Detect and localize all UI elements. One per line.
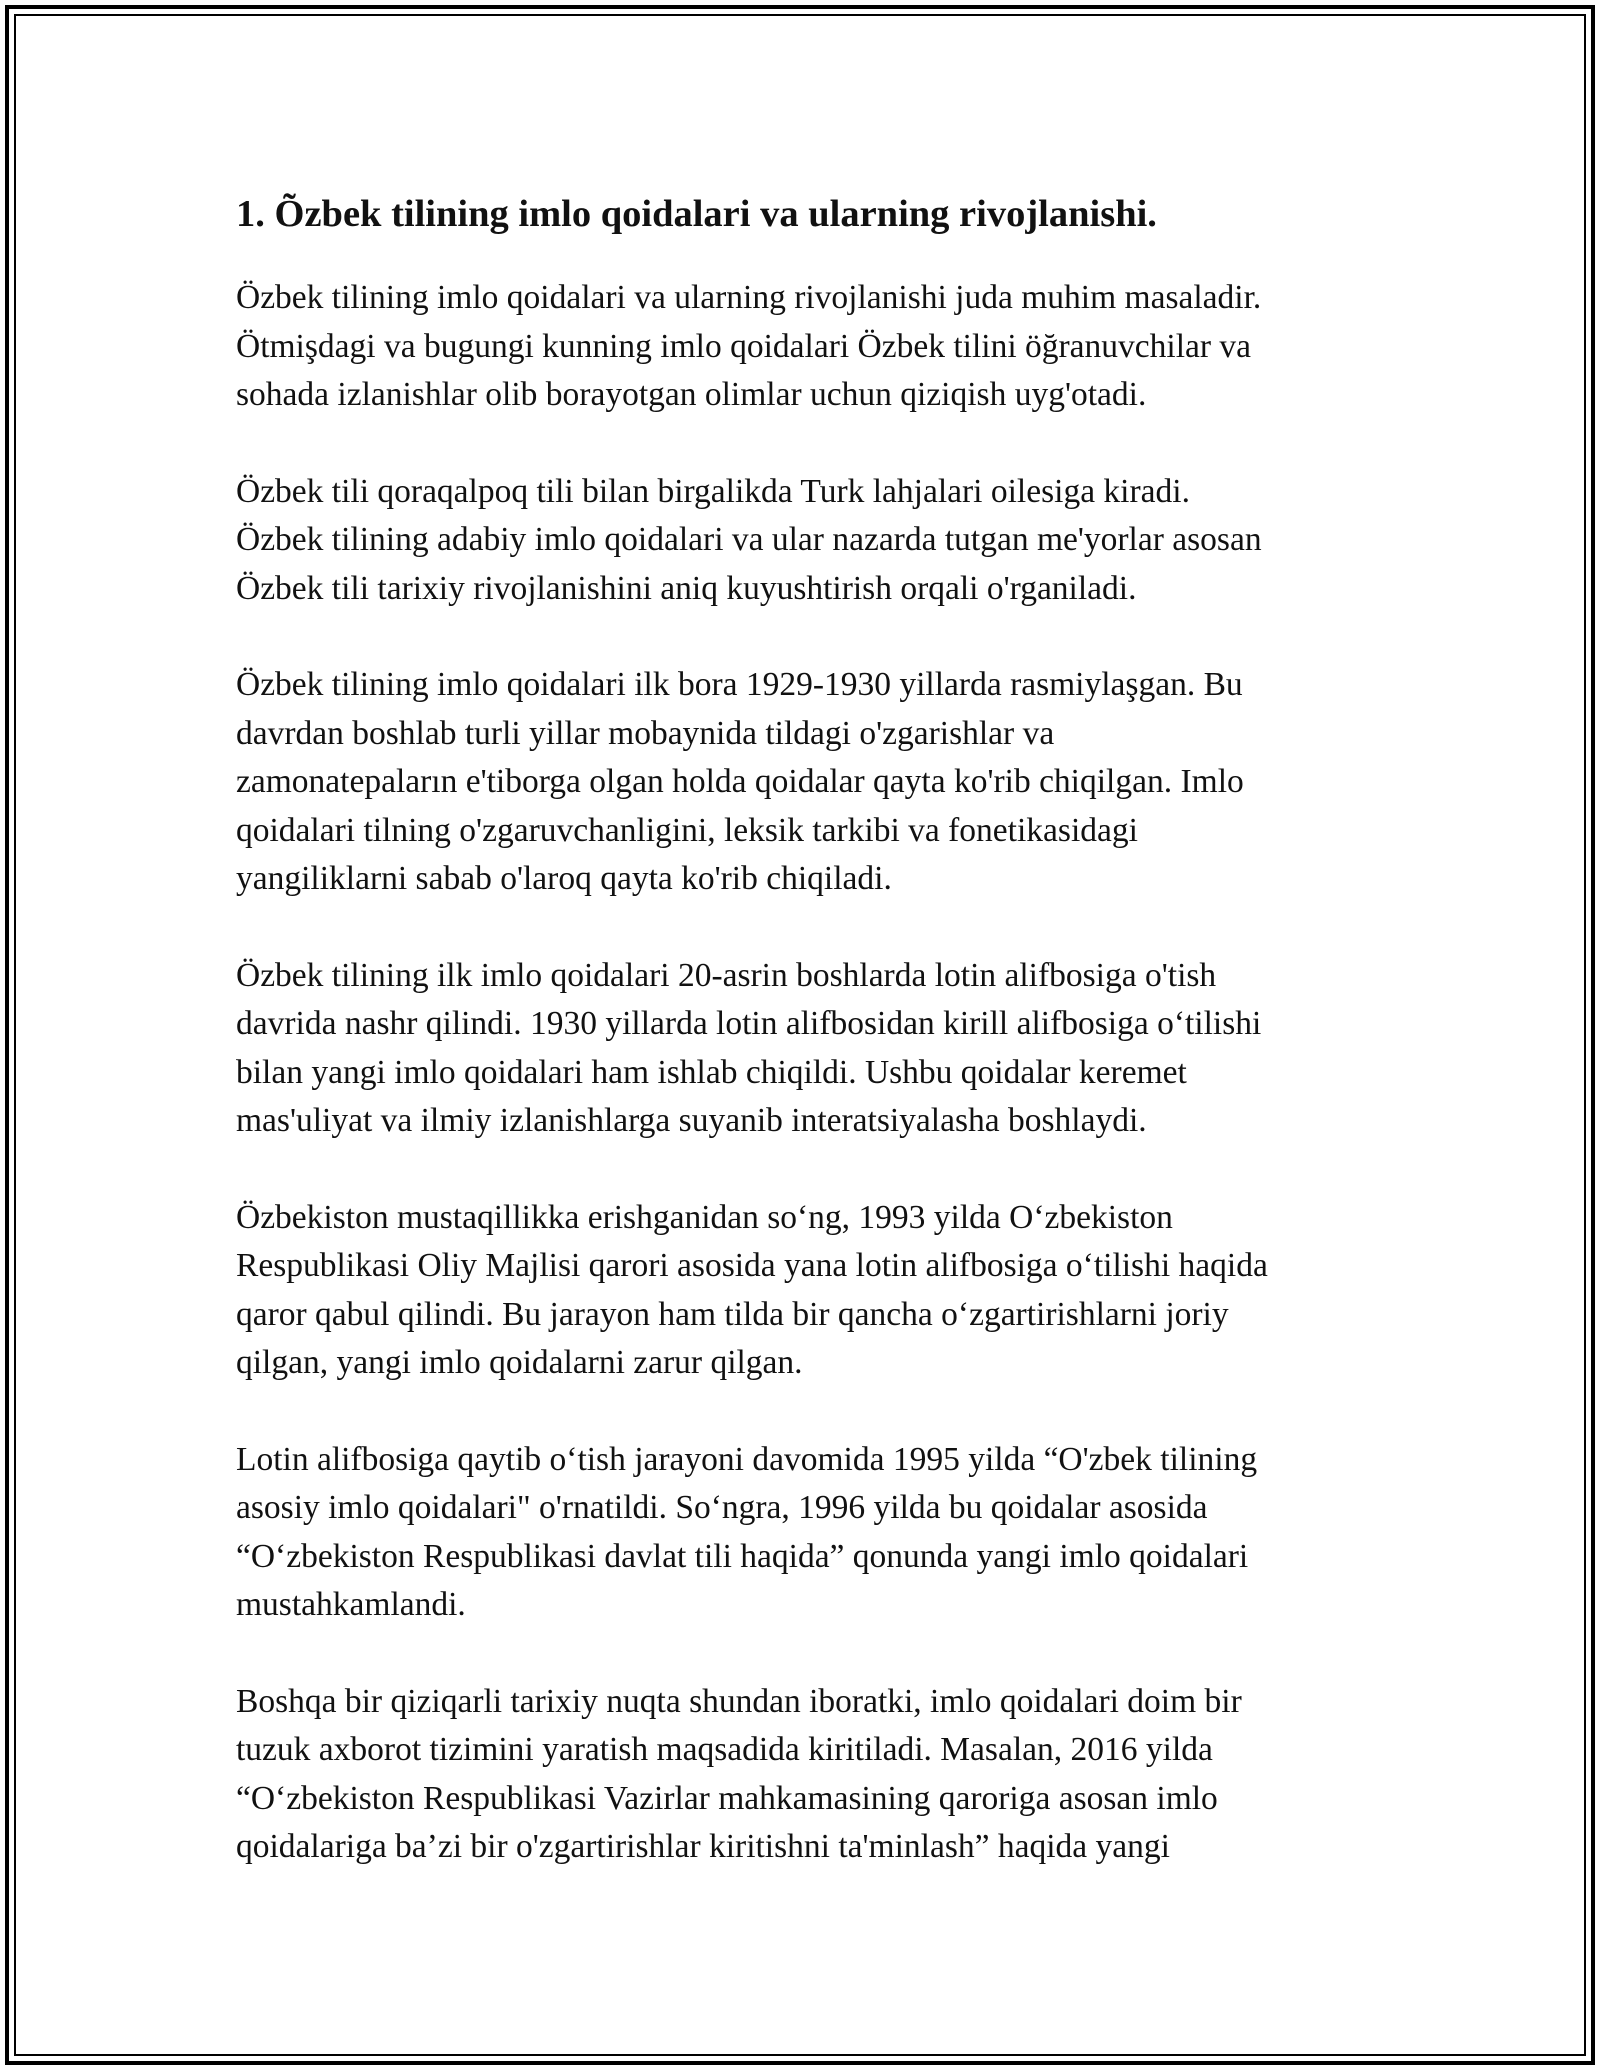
- text-line: bilan yangi imlo qoidalari ham ishlab chiqildi. Ushbu qoidalar keremet: [236, 1053, 1187, 1091]
- text-line: mustahkamlandi.: [236, 1586, 466, 1623]
- text-line: qoidalariga ba’zi bir o'zgartirishlar kiritishni ta'minlash” haqida yangi: [236, 1828, 1170, 1865]
- text-line: asosiy imlo qoidalari" o'rnatildi. So‘ngra, 1996 yilda bu qoidalar asosida: [236, 1489, 1208, 1526]
- text-line: Ötmişdagi va bugungi kunning imlo qoidalari Özbek tilini öğranuvchilar va: [236, 327, 1252, 365]
- paragraph-1: [236, 274, 1366, 420]
- text-line: “O‘zbekiston Respublikasi Vazirlar mahkamasining qaroriga asosan imlo: [236, 1779, 1218, 1817]
- text-line: Özbek tilining imlo qoidalari ilk bora 1929-1930 yillarda rasmiylaşgan. Bu: [236, 666, 1243, 703]
- text-line: davrdan boshlab turli yillar mobaynida tildagi o'zgarishlar va: [236, 714, 1055, 752]
- text-line: Özbek tilining adabiy imlo qoidalari va ular nazarda tutgan me'yorlar asosan: [236, 521, 1262, 558]
- text-line: qoidalari tilning o'zgaruvchanligini, leksik tarkibi va fonetikasidagi: [236, 811, 1138, 849]
- text-line: Boshqa bir qiziqarli tarixiy nuqta shundan iboratki, imlo qoidalari doim bir: [236, 1682, 1242, 1720]
- text-line: Respublikasi Oliy Majlisi qarori asosida yana lotin alifbosiga o‘tilishi haqida: [236, 1247, 1268, 1284]
- text-line: “O‘zbekiston Respublikasi davlat tili haqida” qonunda yangi imlo qoidalari: [236, 1537, 1249, 1575]
- text-line: Özbek tilining imlo qoidalari va ularning rivojlanishi juda muhim masaladir.: [236, 279, 1262, 316]
- text-line: Özbek tilining ilk imlo qoidalari 20-asrin boshlarda lotin alifbosiga o'tish: [236, 956, 1217, 994]
- paragraph-4: [236, 952, 1366, 1146]
- section-heading: 1. Õzbek tilining imlo qoidalari va ularning rivojlanishi.: [236, 193, 1157, 235]
- text-line: qilgan, yangi imlo qoidalarni zarur qilgan.: [236, 1344, 803, 1381]
- paragraph-6: [236, 1436, 1366, 1630]
- text-line: Özbek tili tarixiy rivojlanishini aniq kuyushtirish orqali o'rganiladi.: [236, 569, 1137, 607]
- text-line: Lotin alifbosiga qaytib o‘tish jarayoni davomida 1995 yilda “O'zbek tilining: [236, 1440, 1258, 1478]
- text-line: zamonatepaların e'tiborga olgan holda qoidalar qayta ko'rib chiqilgan. Imlo: [236, 763, 1244, 800]
- paragraph-5: [236, 1194, 1366, 1388]
- text-line: mas'uliyat va ilmiy izlanishlarga suyanib interatsiyalasha boshlaydi.: [236, 1102, 1147, 1139]
- text-line: yangiliklarni sabab o'laroq qayta ko'rib chiqiladi.: [236, 860, 892, 897]
- paragraph-3: [236, 661, 1366, 904]
- text-line: sohada izlanishlar olib borayotgan olimlar uchun qiziqish uyg'otadi.: [236, 376, 1147, 413]
- paragraph-7: [236, 1678, 1366, 1872]
- text-line: Özbekiston mustaqillikka erishganidan so‘ng, 1993 yilda O‘zbekiston: [236, 1198, 1173, 1236]
- paragraph-2: [236, 468, 1366, 614]
- text-line: davrida nashr qilindi. 1930 yillarda lotin alifbosidan kirill alifbosiga o‘tilishi: [236, 1005, 1262, 1042]
- text-line: tuzuk axborot tizimini yaratish maqsadida kiritiladi. Masalan, 2016 yilda: [236, 1731, 1213, 1768]
- text-line: qaror qabul qilindi. Bu jarayon ham tilda bir qancha o‘zgartirishlarni joriy: [236, 1295, 1229, 1333]
- text-line: Özbek tili qoraqalpoq tili bilan birgalikda Turk lahjalari oilesiga kiradi.: [236, 472, 1190, 510]
- document-body: [236, 185, 1366, 1920]
